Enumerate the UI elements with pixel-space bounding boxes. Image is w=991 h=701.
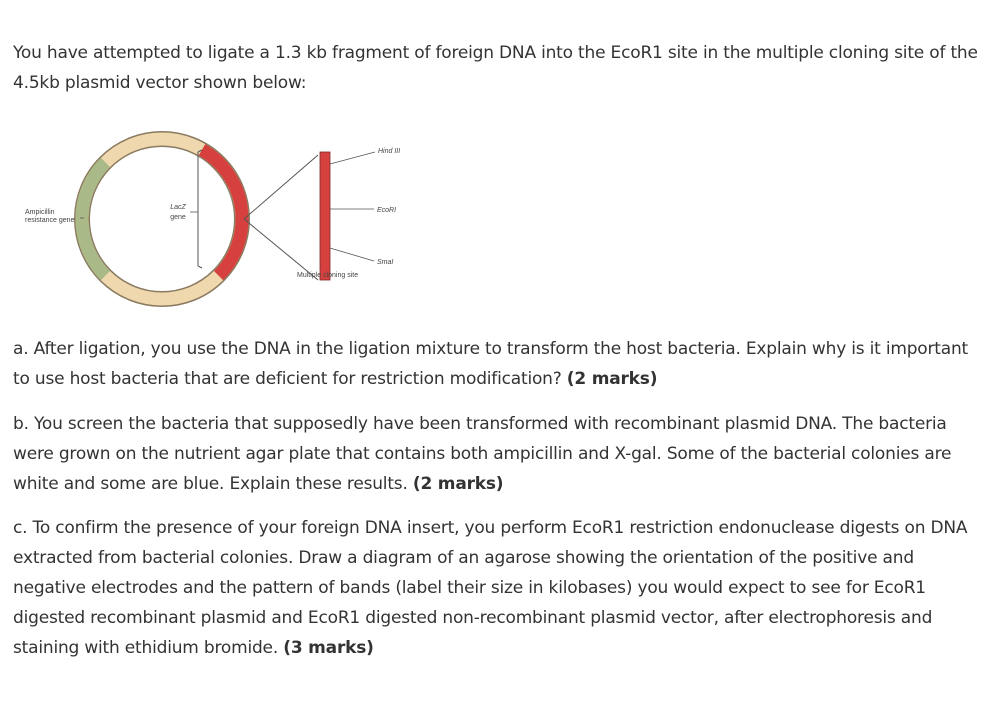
question-c-marks: (3 marks)	[283, 638, 374, 658]
question-c	[13, 513, 981, 663]
question-a-text: a. After ligation, you use the DNA in the ligation mixture to transform the host bacteria. Explain why is it important to use host bacteria that are deficient for restriction modification?	[13, 339, 969, 389]
smai-leader	[330, 248, 374, 261]
question-c-text: c. To confirm the presence of your foreign DNA insert, you perform EcoR1 restriction endonuclease digests on DNA extracted from bacterial colonies. Draw a diagram of an agarose showing the orientation of the positive and negative electrodes and the pattern of bands (label their size in kilobases) you would expect to see for EcoR1 digested recombinant plasmid and EcoR1 digested non-recombinant plasmid vector, after electrophoresis and staining with ethidium bromide.	[13, 518, 968, 658]
question-a-marks: (2 marks)	[566, 369, 658, 389]
mcs-bar	[320, 152, 330, 280]
question-b-text: b. You screen the bacteria that supposedly have been transformed with recombinant plasmid DNA. The bacteria were grown on the nutrient agar plate that contains both ampicillin and X-gal. Some of the bacterial colonies are white and some are blue. Explain these results.	[13, 414, 952, 494]
zoom-lines	[244, 155, 318, 280]
question-a	[13, 334, 981, 394]
question-b-marks: (2 marks)	[412, 474, 504, 494]
ampicillin-label-2: resistance gene	[25, 217, 75, 224]
hind-label: Hind III	[378, 148, 401, 155]
ampicillin-label: Ampicillin	[25, 209, 55, 216]
lacz-label: LacZ	[170, 204, 186, 211]
question-b	[13, 409, 981, 499]
hind-leader	[330, 152, 375, 164]
lacz-label-2: gene	[170, 214, 186, 221]
smai-label: SmaI	[377, 259, 394, 266]
mcs-label: Multiple cloning site	[297, 272, 359, 279]
lacz-bracket-tick	[198, 150, 202, 268]
ecori-label: EcoRI	[377, 207, 397, 214]
plasmid-diagram	[0, 130, 420, 310]
lacz-gene-arc	[202, 150, 242, 276]
intro-paragraph: You have attempted to ligate a 1.3 kb fragment of foreign DNA into the EcoR1 site in the multiple cloning site of the 4.5kb plasmid vector shown below:	[13, 43, 978, 93]
